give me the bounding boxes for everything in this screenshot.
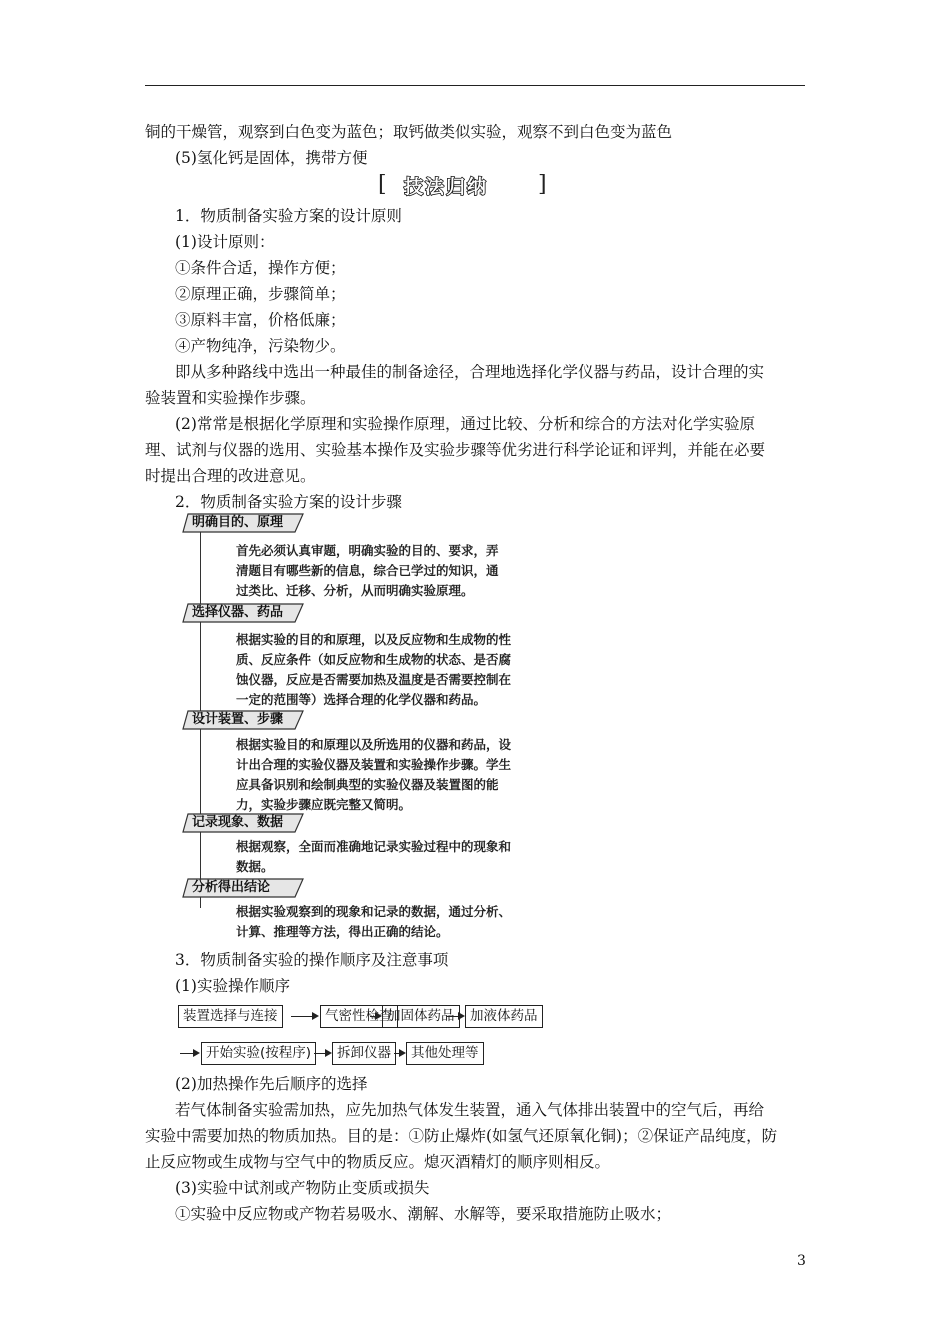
section-heading: 3．物质制备实验的操作顺序及注意事项 <box>175 951 449 969</box>
process-box: 拆卸仪器 <box>332 1042 396 1065</box>
flow-step-tag <box>182 603 304 623</box>
badge-bracket-open: [ <box>378 172 387 197</box>
process-box: 开始实验(按程序) <box>201 1042 316 1065</box>
text-line: (5)氢化钙是固体，携带方便 <box>175 149 368 167</box>
text-line: ③原料丰富，价格低廉； <box>175 311 346 329</box>
arrow-right-icon <box>394 1053 404 1054</box>
flow-step-tag <box>182 710 304 730</box>
arrow-right-icon <box>314 1053 330 1054</box>
process-box: 气密性检查 <box>320 1005 398 1028</box>
text-line: 时提出合理的改进意见。 <box>145 467 316 485</box>
arrow-right-icon <box>447 1016 463 1017</box>
flow-step-desc: 根据实验观察到的现象和记录的数据，通过分析、 计算、推理等方法，得出正确的结论。 <box>236 904 512 939</box>
text-line: 若气体制备实验需加热，应先加热气体发生装置，通入气体排出装置中的空气后，再给 <box>175 1101 765 1119</box>
badge-title: 技法归纳 <box>404 176 489 198</box>
text-line: 验装置和实验操作步骤。 <box>145 389 316 407</box>
text-line: ④产物纯净，污染物少。 <box>175 337 346 355</box>
section-badge <box>378 174 550 200</box>
section-heading: 1．物质制备实验方案的设计原则 <box>175 207 402 225</box>
flow-step-desc: 首先必须认真审题，明确实验的目的、要求，弄 清题目有哪些新的信息，综合已学过的知识，通 过类比、迁移、分析，从而明确实验原理。 <box>236 543 499 598</box>
text-line: (2)常常是根据化学原理和实验操作原理，通过比较、分析和综合的方法对化学实验原 <box>175 415 755 433</box>
text-line: (1)实验操作顺序 <box>175 977 290 995</box>
text-line: 止反应物或生成物与空气中的物质反应。熄灭酒精灯的顺序则相反。 <box>145 1153 611 1171</box>
header-rule <box>145 85 805 86</box>
flow-step-tag <box>182 813 304 833</box>
process-box: 加液体药品 <box>465 1005 543 1028</box>
text-line: ①条件合适，操作方便； <box>175 259 346 277</box>
text-line: 铜的干燥管，观察到白色变为蓝色；取钙做类似实验，观察不到白色变为蓝色 <box>145 123 673 141</box>
text-line: ①实验中反应物或产物若易吸水、潮解、水解等，要采取措施防止吸水； <box>175 1205 672 1223</box>
flow-step-desc: 根据实验的目的和原理，以及反应物和生成物的性 质、反应条件（如反应物和生成物的状态、是否腐 蚀仪器，反应是否需要加热及温度是否需要控制在 一定的范围等）选择合理的化学仪器和药品。 <box>236 632 512 707</box>
arrow-right-icon <box>370 1016 380 1017</box>
process-box: 加固体药品 <box>382 1005 460 1028</box>
text-line: (3)实验中试剂或产物防止变质或损失 <box>175 1179 430 1197</box>
page-number: 3 <box>797 1253 806 1269</box>
process-box: 其他处理等 <box>406 1042 484 1065</box>
flow-step-tag <box>182 878 304 898</box>
text-line: 实验中需要加热的物质加热。目的是：①防止爆炸(如氢气还原氧化铜)；②保证产品纯度，防 <box>145 1127 778 1145</box>
flow-step-label: 记录现象、数据 <box>192 815 284 830</box>
flow-step-label: 选择仪器、药品 <box>192 605 284 620</box>
text-line: 即从多种路线中选出一种最佳的制备途径，合理地选择化学仪器与药品，设计合理的实 <box>175 363 765 381</box>
flow-step-label: 设计装置、步骤 <box>192 712 284 727</box>
section-heading: 2．物质制备实验方案的设计步骤 <box>175 493 402 511</box>
flow-step-desc: 根据实验目的和原理以及所选用的仪器和药品，设 计出合理的实验仪器及装置和实验操作步骤。学生 应具备识别和绘制典型的实验仪器及装置图的能 力，实验步骤应既完整又简明。 <box>236 737 512 812</box>
flow-step-label: 分析得出结论 <box>192 880 271 895</box>
badge-bracket-close: ] <box>538 172 547 197</box>
text-line: ②原理正确，步骤简单； <box>175 285 346 303</box>
arrow-right-icon <box>291 1016 317 1017</box>
process-box: 装置选择与连接 <box>178 1005 283 1028</box>
arrow-right-icon <box>180 1053 198 1054</box>
text-line: (2)加热操作先后顺序的选择 <box>175 1075 368 1093</box>
flow-step-tag <box>182 513 304 533</box>
text-line: 理、试剂与仪器的选用、实验基本操作及实验步骤等优劣进行科学论证和评判，并能在必要 <box>145 441 766 459</box>
flow-step-desc: 根据观察，全面而准确地记录实验过程中的现象和 数据。 <box>236 839 512 874</box>
flow-step-label: 明确目的、原理 <box>192 515 284 530</box>
text-line: (1)设计原则： <box>175 233 275 251</box>
